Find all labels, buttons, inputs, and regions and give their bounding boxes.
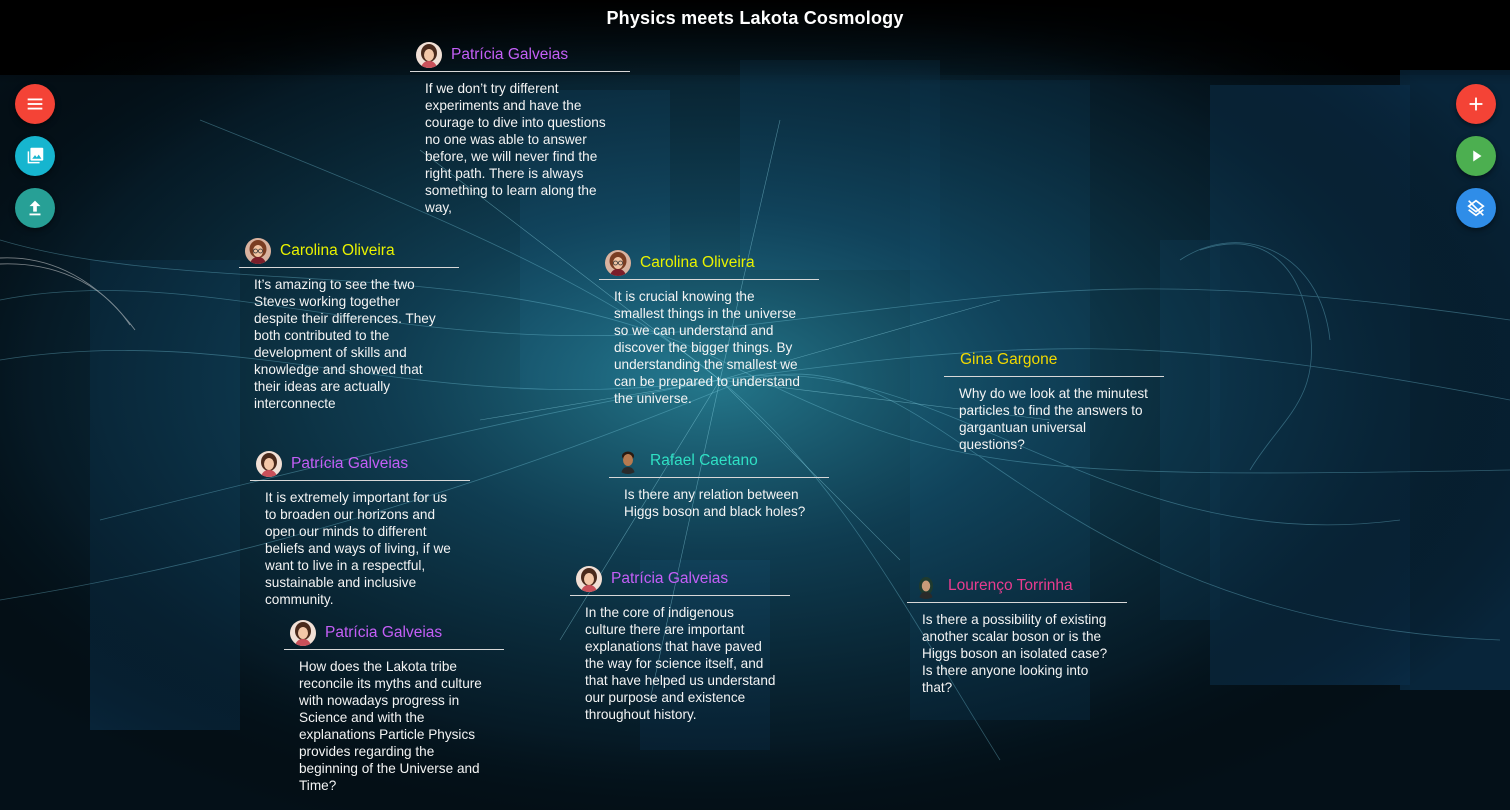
post-header: [239, 236, 459, 268]
post-header: [609, 446, 829, 478]
post-card[interactable]: [239, 236, 459, 412]
menu-icon: [24, 93, 46, 115]
post-card[interactable]: [609, 446, 829, 520]
post-header: [570, 564, 790, 596]
post-card[interactable]: [410, 40, 630, 216]
post-author: Lourenço Torrinha: [948, 577, 1073, 594]
play-icon: [1465, 145, 1487, 167]
avatar-male-icon: [615, 448, 641, 474]
layers-off-icon: [1465, 197, 1487, 219]
avatar-female-icon: [290, 620, 316, 646]
post-text: If we don’t try different experiments and have the courage to dive into questions no one was able to answer before, we will never find the right path. There is always something to learn along the way,: [425, 81, 606, 215]
post-author: Patrícia Galveias: [325, 624, 443, 641]
add-post-button[interactable]: [1456, 84, 1496, 124]
post-text: How does the Lakota tribe reconcile its myths and culture with nowadays progress in Science and with the explanations Particle Physics provides regarding the beginning of the Universe and Time?: [299, 659, 482, 793]
plus-icon: [1465, 93, 1487, 115]
post-text: In the core of indigenous culture there are important explanations that have paved the way for science itself, and that have helped us understand our purpose and existence throughout history.: [585, 605, 776, 722]
post-header: [284, 618, 504, 650]
post-author: Gina Gargone: [960, 351, 1058, 368]
avatar-female-icon: [416, 42, 442, 68]
avatar: [256, 451, 282, 477]
avatar: [615, 448, 641, 474]
post-header: [907, 571, 1127, 603]
post-author: Carolina Oliveira: [280, 242, 395, 259]
avatar: [245, 238, 271, 264]
post-author: Carolina Oliveira: [640, 254, 755, 271]
avatar-female-glasses-icon: [245, 238, 271, 264]
post-card[interactable]: [599, 248, 819, 407]
post-card[interactable]: [284, 618, 504, 794]
post-text: It’s amazing to see the two Steves working together despite their differences. They both contributed to the development of skills and knowledge and showed that their ideas are actually interconnecte: [254, 277, 436, 411]
background-image-button[interactable]: [15, 136, 55, 176]
post-card[interactable]: [250, 449, 470, 608]
avatar-female-icon: [576, 566, 602, 592]
avatar: [576, 566, 602, 592]
post-header: [410, 40, 630, 72]
avatar-male-hood-icon: [913, 573, 939, 599]
post-text: Why do we look at the minutest particles to find the answers to gargantuan universal questions?: [959, 386, 1148, 452]
board-title: Physics meets Lakota Cosmology: [606, 8, 904, 28]
avatar: [290, 620, 316, 646]
post-author: Patrícia Galveias: [611, 570, 729, 587]
upload-icon: [24, 197, 46, 219]
layers-button[interactable]: [1456, 188, 1496, 228]
avatar-female-glasses-icon: [605, 250, 631, 276]
post-header: [250, 449, 470, 481]
post-header: [599, 248, 819, 280]
upload-button[interactable]: [15, 188, 55, 228]
post-text: It is crucial knowing the smallest things in the universe so we can understand and discover the bigger things. By understanding the smallest we can be prepared to understand the universe.: [614, 289, 800, 406]
avatar: [605, 250, 631, 276]
post-author: Patrícia Galveias: [451, 46, 569, 63]
post-text: Is there any relation between Higgs boson and black holes?: [624, 487, 806, 519]
avatar: [913, 573, 939, 599]
slideshow-button[interactable]: [1456, 136, 1496, 176]
post-author: Patrícia Galveias: [291, 455, 409, 472]
post-author: Rafael Caetano: [650, 452, 758, 469]
menu-button[interactable]: [15, 84, 55, 124]
post-text: Is there a possibility of existing another scalar boson or is the Higgs boson an isolated case? Is there anyone looking into that?: [922, 612, 1108, 695]
post-card[interactable]: [907, 571, 1127, 696]
avatar-female-icon: [256, 451, 282, 477]
post-header: [944, 345, 1164, 377]
image-icon: [24, 145, 46, 167]
post-card[interactable]: [944, 345, 1164, 453]
avatar: [416, 42, 442, 68]
post-text: It is extremely important for us to broaden our horizons and open our minds to different beliefs and ways of living, if we want to live in a respectful, sustainable and inclusive community.: [265, 490, 451, 607]
post-card[interactable]: [570, 564, 790, 723]
